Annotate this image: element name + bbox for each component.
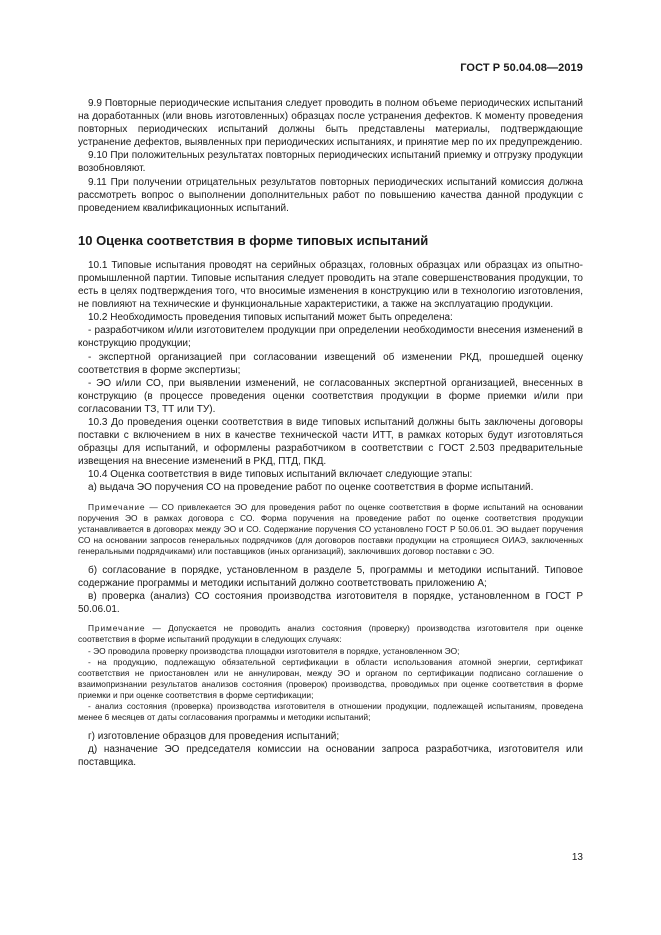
note-text: — Допускается не проводить анализ состояния (проверку) производства изготовителя при оценке соответствия в форме испытаний продукции в следующих случаях:	[78, 623, 583, 645]
paragraph-9-9: 9.9 Повторные периодические испытания следует проводить в полном объеме периодических испытаний на доработанных (или вновь изготовленных) образцах после устранения дефектов. К моменту проведения повторных периодических испытаний должны быть представлены материалы, подтверждающие устранение дефектов, выявленных при периодических испытаниях, и принятие мер по их предупреждению.	[78, 98, 583, 149]
list-item-v: в) проверка (анализ) СО состояния производства изготовителя в порядке, установленном в ГОСТ Р 50.06.01.	[78, 591, 583, 616]
note-1	[78, 502, 583, 557]
note-label: Примечание	[88, 501, 146, 512]
note-list-item: - ЭО проводила проверку производства площадки изготовителя в порядке, установленном ЭО;	[88, 645, 460, 656]
list-item: - ЭО и/или СО, при выявлении изменений, не согласованных экспертной организацией, внесенных в конструкцию (в процессе проведения оценки соответствия продукции в форме приемки и/или при согласовании ТЗ, ТТ или ТУ).	[78, 377, 583, 415]
paragraph-9-11: 9.11 При получении отрицательных результатов повторных периодических испытаний комиссия должна рассмотреть вопрос о выполнении дополнительных работ по повышению качества данной продукции с проведением квалификационных испытаний.	[78, 176, 583, 214]
note-text: — СО привлекается ЭО для проведения работ по оценке соответствия в форме испытаний на основании поручения ЭО в рамках договора с СО. Форма поручения на проведение работ по оценке соответствия продукции устанавливается в договорах между ЭО и СО. Содержание поручения СО установлено ГОСТ Р 50.06.01. ЭО выдает поручения СО на основании запросов генеральных подрядчиков (для договоров поставки продукции на строящиеся ОИАЭ, заключенных генеральными подрядчиками) или поставщиков (иных организаций), заключивших договор поставки с ЭО.	[78, 501, 583, 556]
page-body	[78, 97, 583, 770]
list-item: - разработчиком и/или изготовителем продукции при определении необходимости внесения изменений в конструкцию продукции;	[78, 325, 583, 350]
paragraph-10-3: 10.3 До проведения оценки соответствия в виде типовых испытаний должны быть заключены договоры поставки с включением в них в качестве технической части ИТТ, в рамках которых будут изготовляться образцы для испытаний, и оформлены разработчиком в соответствии с ГОСТ 2.503 предварительные извещения на внесение изменений в РКД, ПТД, ПКД.	[78, 416, 583, 468]
list-item-g: г) изготовление образцов для проведения испытаний;	[88, 731, 340, 743]
section-heading: 10 Оценка соответствия в форме типовых испытаний	[78, 232, 429, 248]
page-number: 13	[571, 852, 583, 863]
paragraph-10-4: 10.4 Оценка соответствия в виде типовых испытаний включает следующие этапы:	[88, 469, 473, 481]
list-item-a: а) выдача ЭО поручения СО на проведение работ по оценке соответствия в форме испытаний.	[88, 482, 534, 494]
paragraph-10-2: 10.2 Необходимость проведения типовых испытаний может быть определена:	[88, 312, 453, 324]
list-item-d: д) назначение ЭО председателя комиссии на основании запроса разработчика, изготовителя или поставщика.	[78, 744, 583, 769]
note-2	[78, 623, 583, 645]
note-label: Примечание	[88, 623, 146, 634]
paragraph-10-1: 10.1 Типовые испытания проводят на серийных образцах, головных образцах или образцах из опытно-промышленной партии. Типовые испытания следует проводить на этапе совершенствования продукции, то есть в целях подтверждения того, что вносимые изменения в конструкцию или в технологию изготовления, не повлияют на технические и функциональные характеристики, а также на эксплуатацию продукции.	[78, 259, 583, 311]
list-item: - экспертной организацией при согласовании извещений об изменении РКД, прошедшей оценку соответствия в форме экспертизы;	[78, 351, 583, 376]
list-item-b: б) согласование в порядке, установленном в разделе 5, программы и методики испытаний. Типовое содержание программы и методики испытаний должно соответствовать приложению А;	[78, 565, 583, 590]
note-list-item: - анализ состояния (проверка) производства изготовителя в отношении продукции, подлежащей испытаниям, проведена менее 6 месяцев от даты согласования программы и методики испытаний;	[78, 701, 583, 723]
document-code: ГОСТ Р 50.04.08—2019	[460, 62, 583, 74]
note-list-item: - на продукцию, подлежащую обязательной сертификации в области использования атомной энергии, сертификат соответствия не приостановлен или не аннулирован, между ЭО и органом по сертификации подписано соглашение о взаимопризнании результатов анализов состояния (проверок) производства, проводимых при оценке соответствия в форме приемки и при оценке соответствия в форме сертификации;	[78, 656, 583, 700]
paragraph-9-10: 9.10 При положительных результатах повторных периодических испытаний приемку и отгрузку продукции возобновляют.	[78, 150, 583, 175]
